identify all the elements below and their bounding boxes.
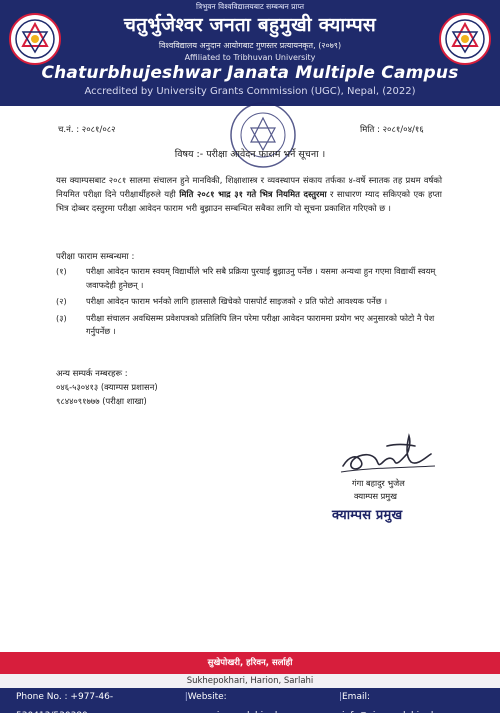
list-item (56, 265, 442, 292)
letterhead-header (0, 0, 500, 106)
signatory-title: क्याम्पस प्रमुख (354, 491, 397, 501)
footer-address-nepali: सुखेपोखरी, हरिवन, सर्लाही (0, 652, 500, 674)
campus-name-english: Chaturbhujeshwar Janata Multiple Campus (41, 63, 459, 83)
footer-contact-bar (0, 688, 500, 721)
footer-website[interactable]: Website: www.cjmcsarlahi.edu.np (187, 692, 298, 721)
footer-separator: | (338, 692, 342, 702)
signatory-name: गंगा बहादुर भुजेल (352, 478, 405, 488)
body-deadline: मिति २०८१ भाद्र ३१ गते भित्र नियमित दस्तुरमा (179, 189, 327, 199)
list-item (56, 312, 442, 339)
list-item (56, 295, 442, 309)
list-number: (१) (56, 266, 67, 276)
notice-body (56, 173, 442, 215)
body-text-start: यस क्याम्पसबाट २०८१ सालमा संचालन हुने मानविकी, शिक्षाशास्त्र र व्यवस्थापन संकाय तर्फका ४-वर्षे स्नातक तह प्रथम वर्षको नियमित परीक्षा दिने परीक्षार्थीहरुले यही (56, 175, 442, 199)
footer-phone: Phone No. : +977-46-530413/530380 (16, 692, 114, 721)
list-number: (२) (56, 296, 67, 306)
notice-subject: विषय :- परीक्षा आवेदन फाराम भर्ने सूचना । (174, 149, 326, 160)
contact-exam: ९८४४०९१७७७ (परीक्षा शाखा) (56, 396, 147, 406)
list-text: परीक्षा आवेदन फाराम स्वयम् विद्यार्थीले भरि सबै प्रक्रिया पुरयाई बुझाउनु पर्नेछ । यसमा अन्यथा हुन गएमा विद्यार्थी स्वयम् जवाफदेही हुनेछन् । (86, 266, 436, 290)
signatory-stamp: क्याम्पस प्रमुख (332, 508, 403, 523)
footer-separator: | (184, 692, 188, 702)
list-number: (३) (56, 312, 67, 323)
accreditation-nepali: विश्वविद्यालय अनुदान आयोगबाट गुणस्तर प्रत्यायनकृत, (२०७९) (158, 41, 342, 50)
affiliation-nepali: त्रिभुवन विश्वविद्यालयबाट सम्बन्धन प्राप्त (196, 2, 304, 11)
signature-icon (335, 428, 445, 478)
list-text: परीक्षा आवेदन फाराम भर्नको लागि हालसालै खिचेको पासपोर्ट साइजको २ प्रति फोटो आवश्यक पर्नेछ । (86, 296, 388, 306)
body-text-end: र साधारण म्याद सकिएको एक हप्ता भित्र दोब्बर दस्तुरमा परीक्षा आवेदन फाराम भरी बुझाउन सम्बन्धित सबैका लागि यो सूचना प्रकाशित गरिएको छ । (56, 189, 442, 213)
affiliation-english: Affiliated to Tribhuvan University (184, 53, 316, 62)
notice-date: मिति : २०८१/०४/१६ (360, 125, 424, 135)
letterhead-footer (0, 652, 500, 721)
contact-admin: ०४६-५३०४१३ (क्याम्पस प्रशासन) (56, 382, 158, 392)
footer-address-english: Sukhepokhari, Harion, Sarlahi (0, 674, 500, 688)
section-title: परीक्षा फाराम सम्बन्धमा : (56, 252, 135, 262)
reference-number: च.नं. : २०८१/०८२ (58, 125, 116, 135)
campus-name-nepali: चतुर्भुजेश्वर जनता बहुमुखी क्याम्पस (123, 14, 377, 36)
instruction-list (56, 265, 442, 342)
accreditation-english: Accredited by University Grants Commission (UGC), Nepal, (2022) (84, 86, 416, 97)
list-text: परीक्षा संचालन अवधिसम्म प्रवेशपत्रको प्रतिलिपि लिन परेमा परीक्षा आवेदन फाराममा प्रयोग भए अनुसारको फोटो नै पेश गर्नुपर्नेछ । (86, 312, 435, 336)
footer-email[interactable]: Email: info@cjmcsarlahi.edu.np (342, 692, 454, 721)
contact-title: अन्य सम्पर्क नम्बरहरू : (56, 369, 128, 379)
